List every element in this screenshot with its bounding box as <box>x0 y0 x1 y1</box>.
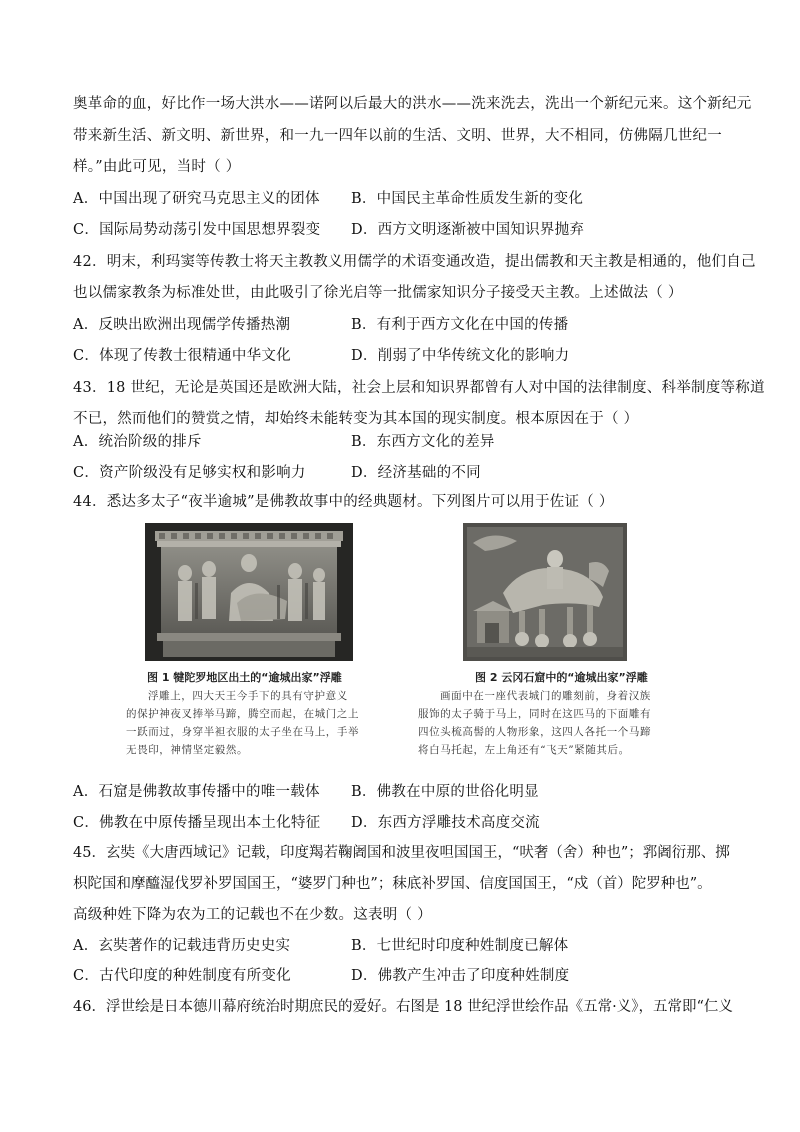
q45-stem-line-3: 高级种姓下降为农为工的记载也不在少数。这表明（ ） <box>73 907 432 923</box>
q44-option-c: C．佛教在中原传播呈现出本土化特征 <box>73 815 321 831</box>
q45-stem-line-2: 枳陀国和摩醯湿伐罗补罗国国王，“婆罗门种也”；秣底补罗国、信度国国王，“戍（首）陀罗种也”。 <box>73 876 712 892</box>
q44-option-d: D．东西方浮雕技术高度交流 <box>351 815 540 831</box>
q45-stem-line-1: 45．玄奘《大唐西域记》记载，印度羯若鞠阇国和波里夜呾国国王，“吠奢（舍）种也”；郛阇衍那、掷 <box>73 845 730 861</box>
figure-2-desc-line: 服饰的太子骑于马上，同时在这匹马的下面雕有 <box>418 708 652 720</box>
figure-2-caption: 图 2 云冈石窟中的“逾城出家”浮雕 <box>475 671 648 684</box>
q42-option-c: C．体现了传教士很精通中华文化 <box>73 348 291 364</box>
q41-option-a: A．中国出现了研究马克思主义的团体 <box>73 191 320 207</box>
q42-stem-line-1: 42．明末，利玛窦等传教士将天主教教义用儒学的术语变通改造，提出儒教和天主教是相通的，他们自己 <box>73 254 756 270</box>
q42-stem-line-2: 也以儒家教条为标准处世，由此吸引了徐光启等一批儒家知识分子接受天主教。上述做法（ ） <box>73 285 683 301</box>
figure-1-desc-line: 一跃而过，身穿半袒衣服的太子坐在马上，手举 <box>126 726 360 738</box>
q41-option-c: C．国际局势动荡引发中国思想界裂变 <box>73 222 321 238</box>
figure-1-desc-line: 无畏印，神情坚定毅然。 <box>126 744 249 756</box>
q43-option-b: B．东西方文化的差异 <box>351 434 495 450</box>
q45-option-c: C．古代印度的种姓制度有所变化 <box>73 968 291 984</box>
figure-1-description <box>126 687 359 759</box>
q42-option-d: D．削弱了中华传统文化的影响力 <box>351 348 570 364</box>
q41-option-b: B．中国民主革命性质发生新的变化 <box>351 191 584 207</box>
q44-stem: 44．悉达多太子“夜半逾城”是佛教故事中的经典题材。下列图片可以用于佐证（ ） <box>73 494 614 510</box>
figure-2-desc-line: 画面中在一座代表城门的雕刻前，身着汉族 <box>440 690 651 702</box>
q43-stem-line-2: 不已，然而他们的赞赏之情，却始终未能转变为其本国的现实制度。根本原因在于（ ） <box>73 411 639 427</box>
q45-option-b: B．七世纪时印度种姓制度已解体 <box>351 938 569 954</box>
figure-2-desc-line: 将白马托起，左上角还有“飞天”紧随其后。 <box>418 744 630 756</box>
figure-1-caption: 图 1 犍陀罗地区出土的“逾城出家”浮雕 <box>147 671 342 684</box>
q43-option-d: D．经济基础的不同 <box>351 465 481 481</box>
q44-option-a: A．石窟是佛教故事传播中的唯一载体 <box>73 784 320 800</box>
q44-option-b: B．佛教在中原的世俗化明显 <box>351 784 539 800</box>
q42-option-b: B．有利于西方文化在中国的传播 <box>351 317 569 333</box>
q43-option-c: C．资产阶级没有足够实权和影响力 <box>73 465 306 481</box>
q41-option-d: D．西方文明逐渐被中国知识界抛弃 <box>351 222 585 238</box>
gandhara-relief-image <box>145 523 353 661</box>
q41-stem-line-3: 样。”由此可见，当时（ ） <box>73 159 241 175</box>
figure-1-desc-line: 浮雕上，四大天王今手下的具有守护意义 <box>148 690 348 702</box>
q45-option-a: A．玄奘著作的记载违背历史史实 <box>73 938 291 954</box>
q41-stem-line-1: 奥革命的血，好比作一场大洪水——诺阿以后最大的洪水——洗来洗去，洗出一个新纪元来。这个新纪元 <box>73 96 752 112</box>
figure-2-desc-line: 四位头梳高髻的人物形象，这四人各托一个马蹄 <box>418 726 652 738</box>
figure-2-description <box>418 687 651 759</box>
q45-option-d: D．佛教产生冲击了印度种姓制度 <box>351 968 570 984</box>
q43-option-a: A．统治阶级的排斥 <box>73 434 202 450</box>
figure-1-desc-line: 的保护神夜叉捧举马蹄，腾空而起，在城门之上 <box>126 708 360 720</box>
q42-option-a: A．反映出欧洲出现儒学传播热潮 <box>73 317 291 333</box>
q43-stem-line-1: 43．18 世纪，无论是英国还是欧洲大陆，社会上层和知识界都曾有人对中国的法律制度、科举制度等称道 <box>73 380 765 396</box>
q41-stem-line-2: 带来新生活、新文明、新世界，和一九一四年以前的生活、文明、世界，大不相同，仿佛隔几世纪一 <box>73 128 722 144</box>
yungang-relief-image <box>463 523 627 661</box>
q46-stem-line-1: 46．浮世绘是日本德川幕府统治时期庶民的爱好。右图是 18 世纪浮世绘作品《五常·义》，五常即“仁义 <box>73 999 733 1015</box>
